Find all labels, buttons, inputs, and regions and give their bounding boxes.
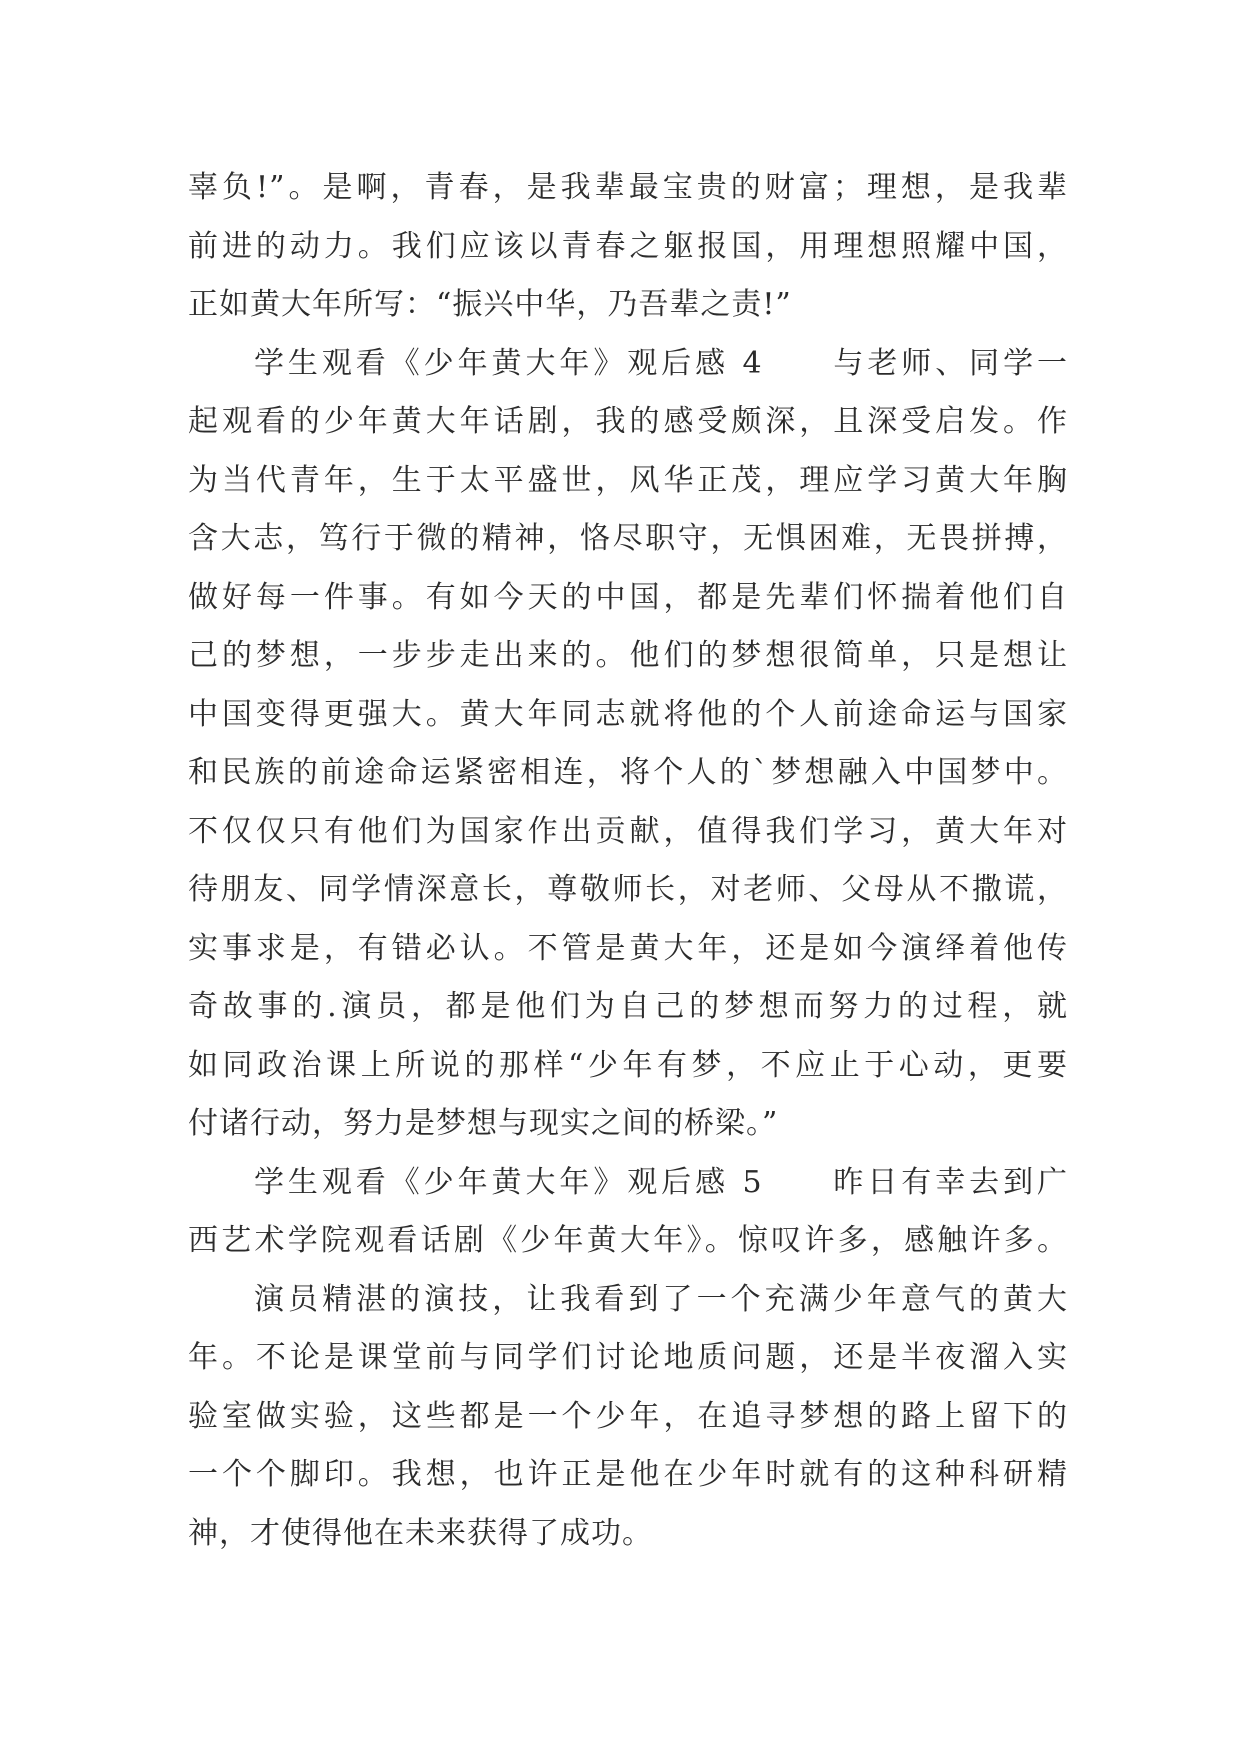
text-line: 正如黄大年所写：“振兴中华，乃吾辈之责!” [188, 287, 792, 322]
text-line: 辜负!”。是啊，青春，是我辈最宝贵的财富；理想，是我辈 [188, 170, 1068, 205]
text-line: 己的梦想，一步步走出来的。他们的梦想很简单，只是想让 [188, 638, 1068, 673]
text-line: 西艺术学院观看话剧《少年黄大年》。惊叹许多，感触许多。 [188, 1223, 1068, 1258]
text-line: 和民族的前途命运紧密相连，将个人的`梦想融入中国梦中。 [188, 755, 1068, 790]
text-line: 神，才使得他在未来获得了成功。 [188, 1515, 653, 1551]
text-line: 演员精湛的演技，让我看到了一个充满少年意气的黄大 [254, 1281, 1068, 1317]
text-line: 付诸行动，努力是梦想与现实之间的桥梁。” [188, 1106, 779, 1141]
text-line: 如同政治课上所说的那样“少年有梦，不应止于心动，更要 [188, 1047, 1068, 1083]
text-line: 前进的动力。我们应该以青春之躯报国，用理想照耀中国， [188, 228, 1068, 264]
text-line: 年。不论是课堂前与同学们讨论地质问题，还是半夜溜入实 [188, 1340, 1068, 1375]
text-line: 实事求是，有错必认。不管是黄大年，还是如今演绎着他传 [188, 930, 1068, 966]
text-line: 验室做实验，这些都是一个少年，在追寻梦想的路上留下的 [188, 1398, 1068, 1434]
body-text [188, 159, 1068, 1563]
text-line: 一个个脚印。我想，也许正是他在少年时就有的这种科研精 [188, 1457, 1068, 1492]
text-line: 学生观看《少年黄大年》观后感 5 昨日有幸去到广 [254, 1164, 1068, 1200]
text-line: 中国变得更强大。黄大年同志就将他的个人前途命运与国家 [188, 696, 1068, 732]
text-line: 为当代青年，生于太平盛世，风华正茂，理应学习黄大年胸 [188, 462, 1068, 498]
text-line: 做好每一件事。有如今天的中国，都是先辈们怀揣着他们自 [188, 579, 1068, 615]
text-line: 学生观看《少年黄大年》观后感 4 与老师、同学一 [254, 345, 1068, 381]
text-line: 不仅仅只有他们为国家作出贡献，值得我们学习，黄大年对 [188, 813, 1068, 849]
text-line: 含大志，笃行于微的精神，恪尽职守，无惧困难，无畏拼搏， [188, 521, 1068, 556]
text-line: 待朋友、同学情深意长，尊敬师长，对老师、父母从不撒谎， [188, 872, 1068, 907]
text-line: 起观看的少年黄大年话剧，我的感受颇深，且深受启发。作 [188, 404, 1068, 439]
text-line: 奇故事的.演员，都是他们为自己的梦想而努力的过程，就 [188, 989, 1068, 1024]
